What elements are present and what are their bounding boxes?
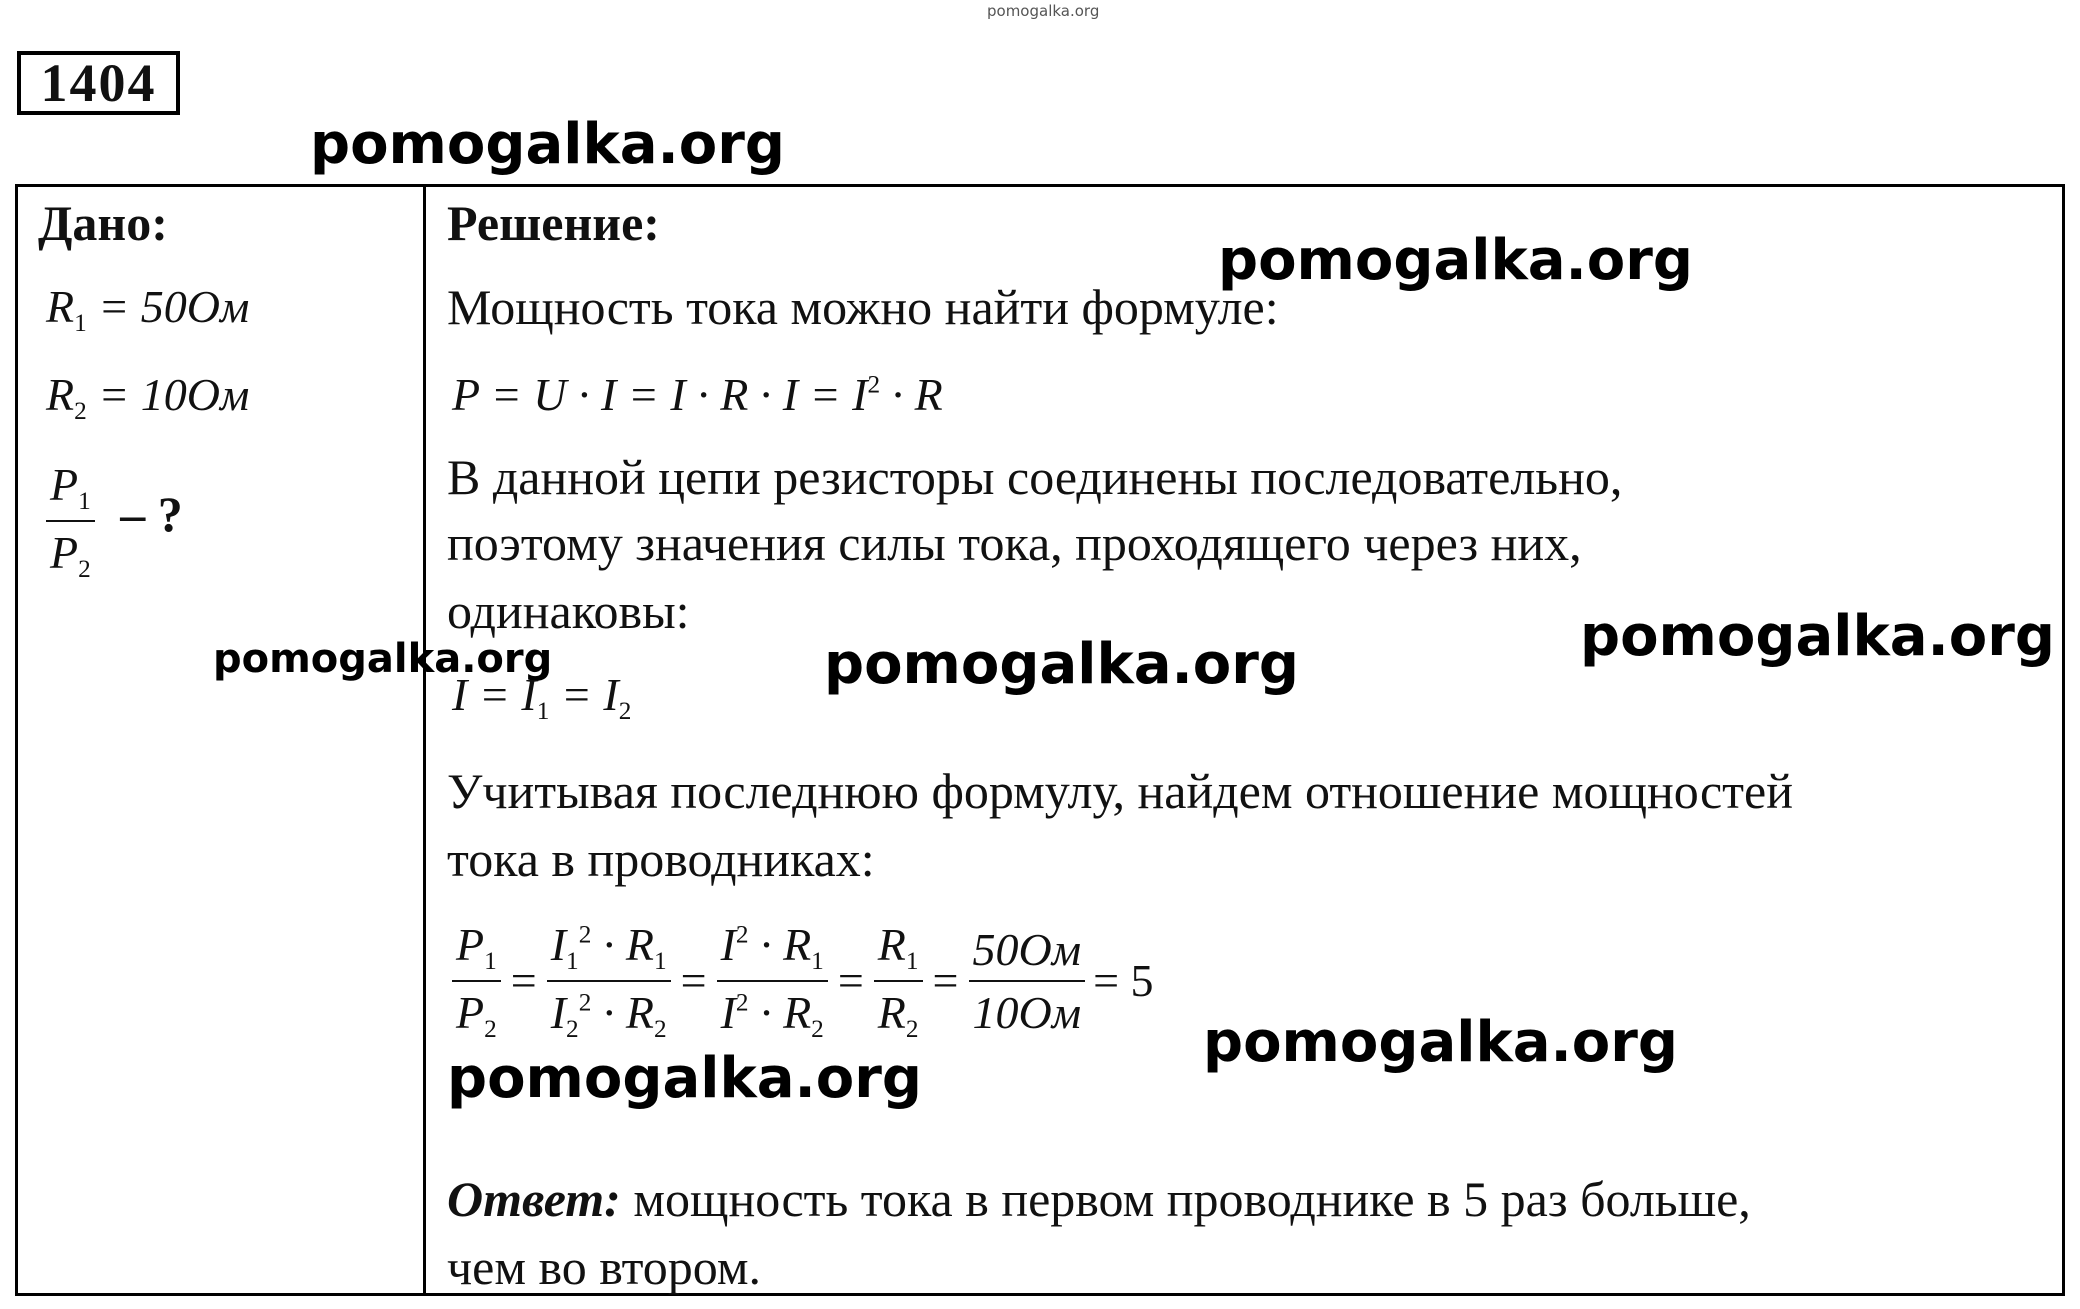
- solution-line-4: одинаковы:: [447, 583, 690, 639]
- solution-table: [15, 184, 2065, 1296]
- formula-current: $I = I_1 = I_2$: [452, 669, 632, 725]
- watermark: pomogalka.org: [1203, 1010, 1678, 1075]
- solution-line-6: тока в проводниках:: [447, 831, 875, 887]
- watermark: pomogalka.org: [1218, 228, 1693, 293]
- answer-line-2: чем во втором.: [447, 1239, 761, 1295]
- solution-line-3: поэтому значения силы тока, проходящего через них,: [447, 515, 1582, 571]
- column-divider: [423, 184, 426, 1296]
- formula-ratio: $\frac{P_1}{P_2}$ = $\frac{I_1^2 \cdot R_1}{I_2^2 \cdot R_2}$ = $\frac{I^2 \cdot R_1}{I^2 \cdot R_2}$ = $\frac{R_1}{R_2}$ = $\frac{50Ом}{10Ом}$ = 5: [448, 918, 1154, 1044]
- watermark: pomogalka.org: [447, 1046, 922, 1111]
- watermark: pomogalka.org: [824, 632, 1299, 697]
- given-find: $\frac{P_1}{P_2}$ – ?: [42, 458, 183, 584]
- solution-line-5: Учитывая последнюю формулу, найдем отношение мощностей: [447, 763, 1793, 819]
- watermark: pomogalka.org: [213, 636, 553, 682]
- problem-number: 1404: [17, 51, 180, 115]
- watermark: pomogalka.org: [310, 112, 785, 177]
- formula-power: $P = U \cdot I = I \cdot R \cdot I = I^2 \cdot R$: [452, 369, 943, 420]
- given-r2: $R_2 = 10Ом$: [46, 369, 250, 425]
- solution-heading: Решение:: [447, 195, 660, 251]
- given-r1: $R_1 = 50Ом$: [46, 281, 250, 337]
- solution-line-1: Мощность тока можно найти формуле:: [447, 279, 1279, 335]
- answer-line-1: Ответ: мощность тока в первом проводнике в 5 раз больше,: [447, 1171, 1751, 1227]
- solution-line-2: В данной цепи резисторы соединены последовательно,: [447, 449, 1623, 505]
- answer-label: Ответ:: [447, 1171, 621, 1227]
- given-heading: Дано:: [38, 195, 168, 251]
- watermark-top: pomogalka.org: [987, 2, 1100, 20]
- watermark: pomogalka.org: [1580, 604, 2055, 669]
